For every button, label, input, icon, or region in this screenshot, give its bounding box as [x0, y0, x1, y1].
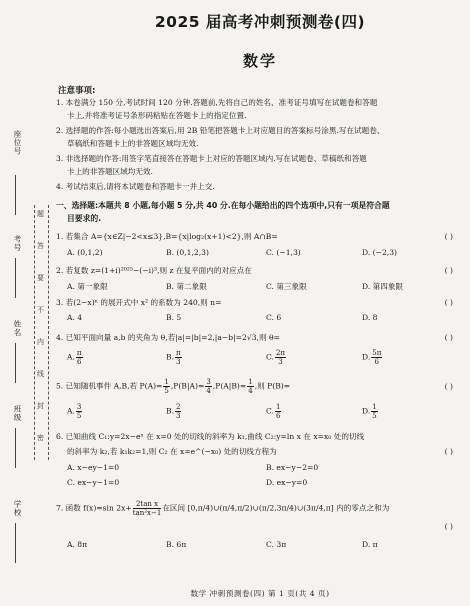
exam-number-label: 考号 [13, 235, 22, 252]
section-heading-cont: 目要求的. [67, 214, 102, 223]
exam-number-line [15, 258, 16, 298]
question-7-stem: 7. 函数 f(x)=sin 2x+ $\frac{\text{2tan x}}{\text{tan²x−1}}$ 在区间 [0,π/4)∪(π/4,π/2)∪(π/2,3π/4)∪(3π/4,π] 内的零点之和为 [56, 500, 390, 517]
option-c: C. ex−y−1=0 [67, 478, 120, 487]
class-label: 班级 [13, 405, 22, 422]
question-3-options [56, 313, 461, 323]
seal-char: 答 [37, 242, 44, 250]
question-6-stem: 6. 已知曲线 C₁:y=2x−eˣ 在 x=0 处的切线的斜率为 k₁,曲线 C₂:y=ln x 在 x=x₀ 处的切线 [56, 432, 365, 441]
option-b: B. 5 [166, 313, 182, 322]
note-line: 3. 非选择题的作答:用签字笔直接答在答题卡上对应的答题区域内.写在试题卷、草稿纸和答题 [56, 154, 367, 163]
option-a: A. 第一象限 [67, 282, 108, 291]
question-5-options [56, 403, 461, 421]
option-d: D. $\frac{1}{5}$ [362, 403, 377, 420]
seal-char: 题 [37, 210, 44, 218]
option-d: D. 8 [362, 313, 378, 322]
option-d: D. π [362, 540, 378, 549]
question-6-options-row1 [56, 463, 461, 473]
question-4-options [56, 349, 461, 367]
page-footer: 数学 冲刺预测卷(四) 第 1 页(共 4 页) [190, 589, 330, 598]
option-d: D. 第四象限 [362, 282, 404, 291]
option-b: B. (0,1,2,3) [166, 248, 209, 257]
notes-heading: 注意事项: [58, 86, 96, 96]
answer-paren: ( ) [444, 522, 453, 531]
option-c: C. $\frac{2\pi}{3}$ [266, 349, 286, 366]
school-label: 学校 [13, 500, 22, 517]
option-a: A. 8π [67, 540, 88, 549]
seal-char: 要 [37, 274, 44, 282]
note-line: 2. 选择题的作答:每小题选出答案后,用 2B 铅笔把答题卡上对应题目的答案标号涂黑.写在试题卷、 [56, 126, 385, 135]
note-line: 卡上,并将准考证号条形码粘贴在答题卡上的指定位置. [67, 111, 247, 120]
answer-paren: ( ) [444, 232, 453, 241]
exam-title: 2025 届高考冲刺预测卷(四) [154, 13, 366, 31]
class-line [15, 428, 16, 468]
binding-margin [0, 0, 52, 606]
question-6-options-row2 [56, 478, 461, 488]
option-d: D. (−2,3) [362, 248, 398, 257]
name-line [15, 343, 16, 383]
seal-char: 密 [37, 434, 44, 442]
question-2-options [56, 281, 461, 291]
option-c: C. 6 [266, 313, 282, 322]
question-5-stem: 5. 已知随机事件 A,B,若 P(A)= $\frac{1}{5}$ ,P(B|A)= $\frac{3}{4}$ ,P(A|B)= $\frac{1}{4}$ ,则 P(B)= ( ) [56, 378, 453, 395]
question-4-stem: 4. 已知平面向量 a,b 的夹角为 θ,若|a|=|b|=2,|a−b|=2√3,则 θ= ( ) [56, 333, 453, 342]
exam-paper [56, 0, 464, 606]
option-a: A. x−ey−1=0 [67, 463, 120, 472]
option-b: B. $\frac{\pi}{3}$ [166, 349, 181, 366]
option-a: A. (0,1,2) [67, 248, 103, 257]
option-a: A. $\frac{\pi}{6}$ [67, 349, 82, 366]
answer-paren: ( ) [444, 333, 453, 342]
subject-title: 数学 [242, 52, 277, 70]
option-c: C. (−1,3) [266, 248, 301, 257]
option-c: C. 3π [266, 540, 287, 549]
option-b: B. 第二象限 [166, 282, 207, 291]
option-c: C. 第三象限 [266, 282, 307, 291]
question-2-stem: 2. 若复数 z=(1+i)²⁰²⁵−(−i)³,则 z 在复平面内的对应点在 ( ) [56, 266, 453, 275]
note-line: 卡上的非答题区域均无效. [67, 167, 153, 176]
section-heading: 一、选择题:本题共 8 小题,每小题 5 分,共 40 分.在每小题给出的四个选项中,只有一项是符合题 [56, 201, 390, 210]
seal-line-column [34, 205, 49, 460]
answer-paren: ( ) [444, 447, 453, 456]
question-7-options [56, 540, 461, 550]
option-b: B. $\frac{2}{3}$ [166, 403, 181, 420]
note-line: 1. 本卷满分 150 分,考试时间 120 分钟.答题前,先将自己的姓名、准考证号填写在试题卷和答题 [56, 98, 378, 107]
school-line [15, 523, 16, 563]
name-label: 姓名 [13, 320, 22, 337]
option-c: C. $\frac{1}{6}$ [266, 403, 281, 420]
option-a: A. $\frac{3}{5}$ [67, 403, 82, 420]
seat-number-label: 座位号 [13, 130, 22, 156]
seal-char: 不 [37, 306, 44, 314]
seal-char: 封 [37, 402, 44, 410]
answer-paren: ( ) [444, 382, 453, 391]
note-line: 4. 考试结束后,请将本试题卷和答题卡一并上交. [56, 182, 215, 191]
question-1-stem: 1. 若集合 A={x∈Z|−2<x≤3},B={x|log₂(x+1)<2},则 A∩B= ( ) [56, 232, 453, 241]
option-d: D. ex−y=0 [266, 478, 308, 487]
question-6-stem-cont: 的斜率为 k₂,若 k₁k₂=1,则 C₂ 在 x=e^(−x₀) 处的切线方程为 ( ) [67, 447, 453, 456]
seal-char: 内 [37, 338, 44, 346]
note-line: 草稿纸和答题卡上的非答题区域均无效. [67, 139, 199, 148]
option-d: D. $\frac{5\pi}{6}$ [362, 349, 382, 366]
answer-paren: ( ) [444, 298, 453, 307]
question-1-options [56, 248, 461, 258]
seal-char: 线 [37, 370, 44, 378]
option-b: B. ex−y−2=0 [266, 463, 319, 472]
option-b: B. 6π [166, 540, 187, 549]
question-3-stem: 3. 若(2−x)ⁿ 的展开式中 x² 的系数为 240,则 n= ( ) [56, 298, 453, 307]
option-a: A. 4 [67, 313, 83, 322]
seat-number-line [15, 175, 16, 215]
answer-paren: ( ) [444, 266, 453, 275]
